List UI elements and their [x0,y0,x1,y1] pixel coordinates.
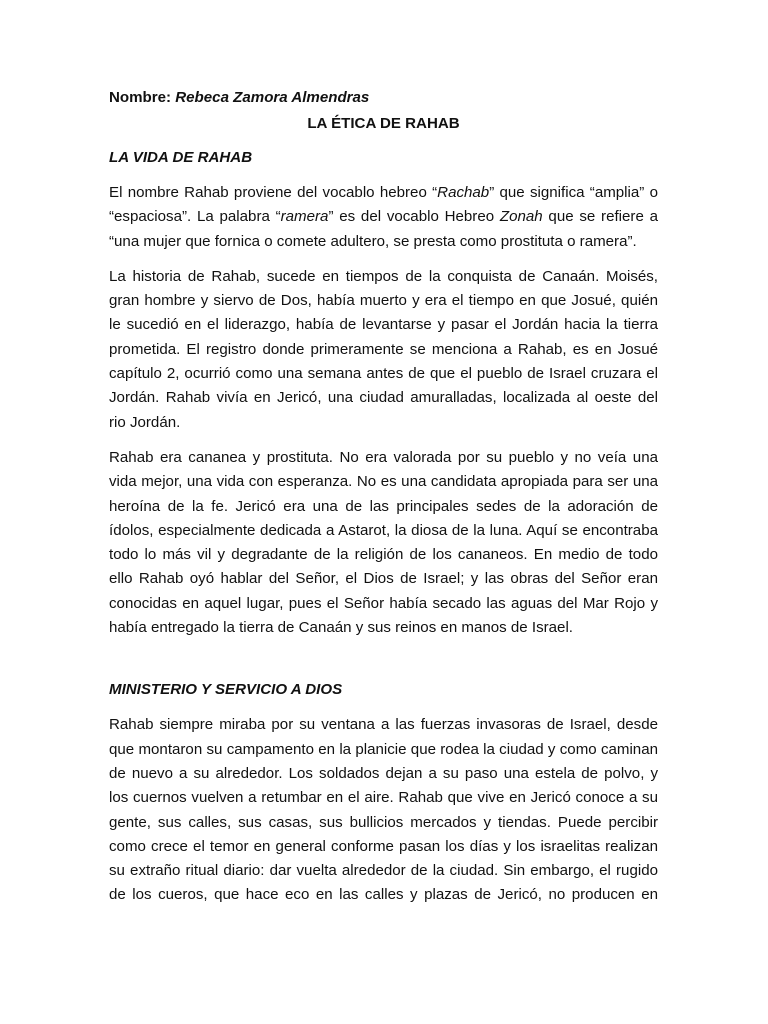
text-line: de los cueros, que hace eco en las calles y plazas de Jericó, no producen en [109,886,658,904]
text-line: prometida. El registro donde primeramente se menciona a Rahab, es en Josué [109,340,658,358]
paragraph [109,265,658,435]
text-line: El nombre Rahab proviene del vocablo hebreo “Rachab” que significa “amplia” o [109,184,658,201]
text-line: había entregado la tierra de Canaán y sus reinos en manos de Israel. [109,619,574,637]
text-line: “una mujer que fornica o comete adultero, se presta como prostituta o ramera”. [109,232,637,250]
text-line: como crece el temor en general conforme pasan los días y los israelitas realizan [109,837,658,855]
text-line: todo lo más vil y degradante de la religión de los cananeos. En medio de todo [109,546,658,564]
author-name: Rebeca Zamora Almendras [175,89,370,106]
text-line: Rahab siempre miraba por su ventana a las fuerzas invasoras de Israel, desde [109,716,658,734]
text-line: gente, sus calles, sus casas, sus bullicios mercados y tiendas. Puede percibir [109,813,658,831]
section-heading: MINISTERIO Y SERVICIO A DIOS [109,681,343,699]
paragraph [109,181,658,254]
text-line: “espaciosa”. La palabra “ramera” es del vocablo Hebreo Zonah que se refiere a [109,208,658,226]
text-line: heroína de la fe. Jericó era una de las principales sedes de la adoración de [109,497,658,515]
paragraph [109,713,658,907]
text-line: gran hombre y siervo de Dos, había muerto y era el tiempo en que Josué, quién [109,292,658,310]
text-line: Rahab era cananea y prostituta. No era valorada por su pueblo y no veía una [109,448,658,466]
section-heading: LA VIDA DE RAHAB [109,149,253,166]
text-line: ello Rahab oyó hablar del Señor, el Dios de Israel; y las obras del Señor eran [109,570,658,588]
text-line: los cuernos vuelven a retumbar en el aire. Rahab que vive en Jericó conoce a su [109,789,658,807]
document-body [109,146,658,908]
text-line: le sucedió en el liderazgo, había de levantarse y pasar el Jordán hacia la tierra [109,316,658,334]
text-line: rio Jordán. [109,413,181,431]
text-line: La historia de Rahab, sucede en tiempos de la conquista de Canaán. Moisés, [109,267,658,285]
paragraph [109,446,658,640]
document-title: LA ÉTICA DE RAHAB [307,115,460,132]
text-line: que montaron su campamento en la planicie que rodea la ciudad y como caminan [109,740,658,758]
document-page [109,86,658,908]
author-line [109,86,658,110]
text-line: conocidas en aquel lugar, pues el Señor había secado las aguas del Mar Rojo y [109,594,658,612]
text-line: capítulo 2, ocurrió como una semana antes de que el pueblo de Israel cruzara el [109,365,658,383]
text-line: ídolos, especialmente dedicada a Astarot, la diosa de la luna. Aquí se encontraba [109,521,658,539]
text-line: vida mejor, una vida con esperanza. No es una candidata apropiada para ser una [109,473,658,491]
name-label: Nombre: [109,89,172,106]
text-line: Jordán. Rahab vivía en Jericó, una ciudad amuralladas, localizada al oeste del [109,389,658,407]
text-line: de nuevo a su alrededor. Los soldados dejan a su paso una estela de polvo, y [109,764,658,782]
text-line: su extraño ritual diario: dar vuelta alrededor de la ciudad. Sin embargo, el rugido [109,862,658,880]
